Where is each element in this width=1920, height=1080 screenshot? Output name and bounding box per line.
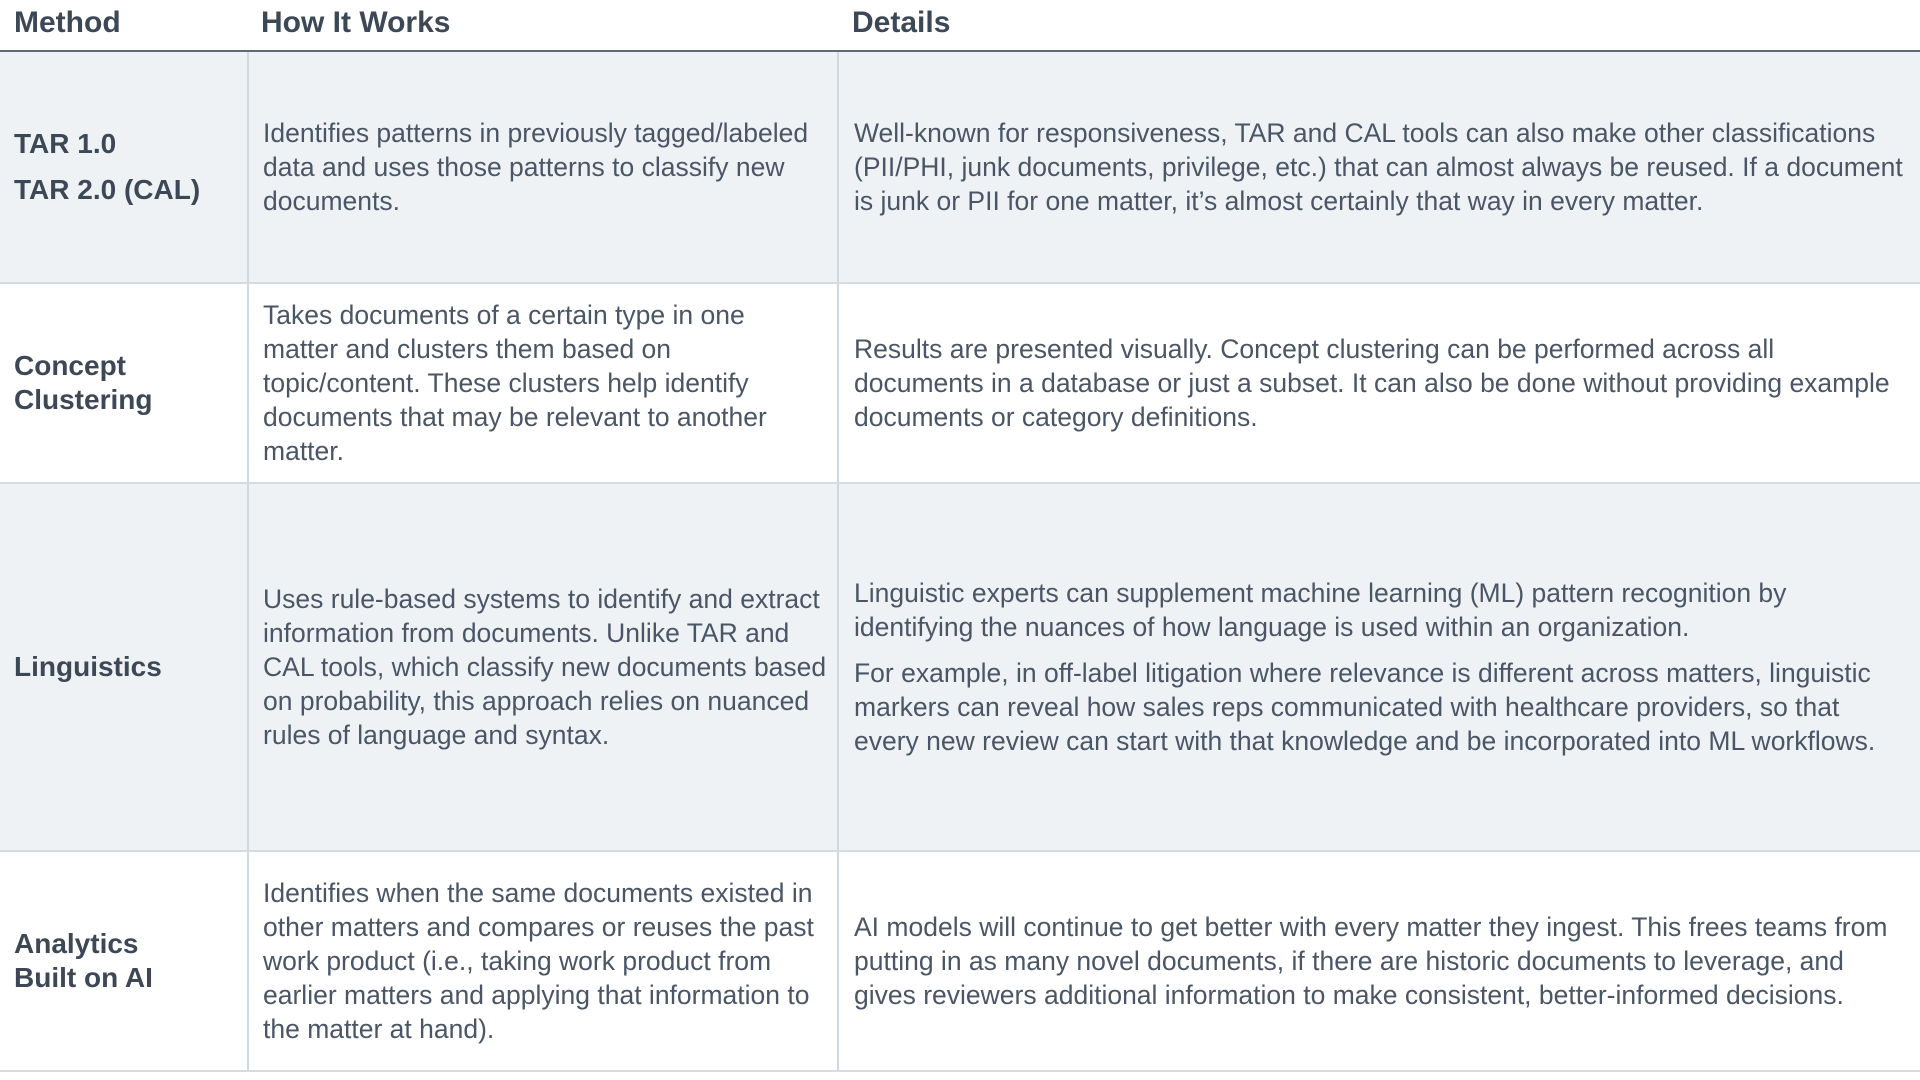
method-label-tar-1: TAR 1.0 (14, 128, 117, 159)
header-how-it-works: How It Works (261, 6, 451, 39)
method-cell (0, 52, 247, 282)
table-row-analytics-ai (0, 852, 1920, 1072)
details-text-1: Linguistic experts can supplement machine learning (ML) pattern recognition by identifying the nuances of how language is used within an organization. (854, 578, 1787, 642)
method-cell (0, 284, 247, 482)
table-row-linguistics (0, 484, 1920, 852)
header-details: Details (852, 6, 951, 39)
how-it-works-cell (247, 52, 837, 282)
details-cell (837, 484, 1920, 850)
method-cell (0, 484, 247, 850)
how-it-works-cell (247, 484, 837, 850)
how-it-works-cell (247, 284, 837, 482)
details-text: Results are presented visually. Concept clustering can be performed across all documents in a database or just a subset. It can also be done without providing example documents or category definitions. (854, 334, 1890, 432)
details-cell (837, 284, 1920, 482)
how-it-works-text: Uses rule-based systems to identify and extract information from documents. Unlike TAR and CAL tools, which classify new documents based on probability, this approach relies on nuanced rules of language and syntax. (263, 584, 827, 750)
method-cell (0, 852, 247, 1070)
how-it-works-text: Takes documents of a certain type in one matter and clusters them based on topic/content. These clusters help identify documents that may be relevant to another matter. (263, 300, 767, 466)
method-label: Linguistics (14, 651, 162, 682)
header-method: Method (14, 6, 121, 39)
method-label: Concept Clustering (14, 350, 153, 415)
details-text: AI models will continue to get better with every matter they ingest. This frees teams from putting in as many novel documents, if there are historic documents to leverage, and gives reviewers additional information to make consistent, better-informed decisions. (854, 912, 1888, 1010)
method-label-tar-2: TAR 2.0 (CAL) (14, 174, 201, 205)
table-row-concept-clustering (0, 284, 1920, 484)
details-text-2: For example, in off-label litigation where relevance is different across matters, linguistic markers can reveal how sales reps communicated with healthcare providers, so that every new review can start with that knowledge and be incorporated into ML workflows. (854, 658, 1876, 756)
method-label: Analytics Built on AI (14, 928, 153, 993)
table-header-row (0, 0, 1920, 52)
details-cell (837, 52, 1920, 282)
how-it-works-text: Identifies when the same documents existed in other matters and compares or reuses the past work product (i.e., taking work product from earlier matters and applying that information to the matter at hand). (263, 878, 814, 1044)
table-row-tar (0, 52, 1920, 284)
details-text: Well-known for responsiveness, TAR and CAL tools can also make other classifications (PII/PHI, junk documents, privilege, etc.) that can almost always be reused. If a document is junk or PII for one matter, it’s almost certainly that way in every matter. (854, 118, 1903, 216)
details-cell (837, 852, 1920, 1070)
how-it-works-text: Identifies patterns in previously tagged/labeled data and uses those patterns to classify new documents. (263, 118, 809, 216)
how-it-works-cell (247, 852, 837, 1070)
